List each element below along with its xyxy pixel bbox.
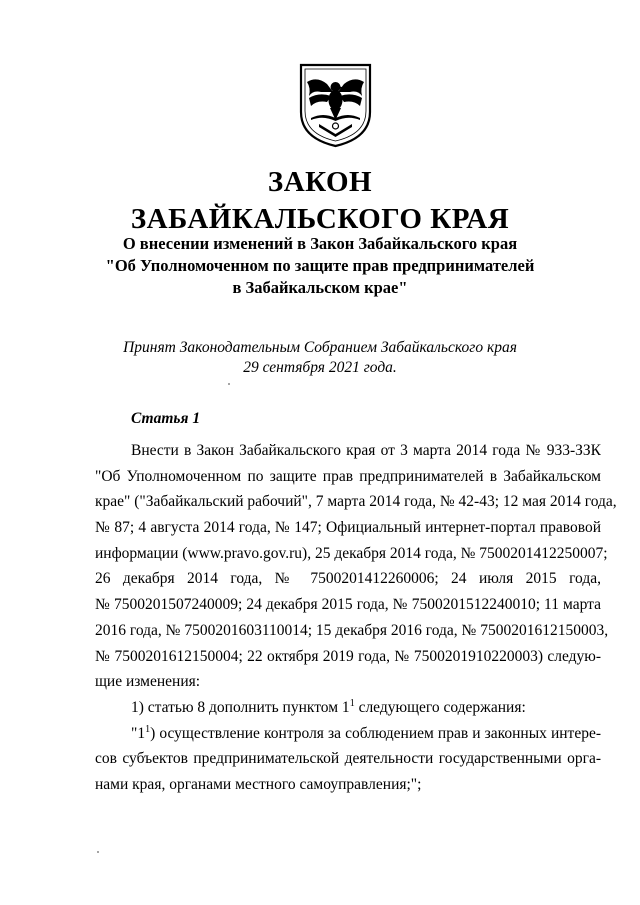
body-line: крае" ("Забайкальский рабочий", 7 марта 2014 года, № 42-43; 12 мая 2014 года, <box>95 493 617 511</box>
article-body <box>95 438 617 798</box>
amendment-item-1 <box>95 695 601 721</box>
body-line: Внести в Закон Забайкальского края от 3 марта 2014 года № 933-ЗЗК <box>131 442 601 459</box>
subtitle-line: в Забайкальском крае" <box>232 278 408 297</box>
item1-text: 1) статью 8 дополнить пунктом 1 <box>131 698 350 716</box>
coat-of-arms-icon <box>297 62 374 148</box>
quote-text: ) осуществление контроля за соблюдением прав и законных интере- <box>150 724 601 742</box>
body-line: "Об Уполномоченном по защите прав предпринимателей в Забайкальском <box>95 467 601 485</box>
scan-speck <box>228 383 230 385</box>
quoted-clause-line: сов субъектов предпринимательской деятельности государственными орга- <box>95 750 601 768</box>
body-line: № 7500201507240009; 24 декабря 2015 года, № 7500201512240010; 11 марта <box>95 596 601 614</box>
document-title-line-2: ЗАБАЙКАЛЬСКОГО КРАЯ <box>130 203 510 235</box>
item1-superscript: 1 <box>349 697 355 709</box>
adoption-line: Принят Законодательным Собранием Забайкальского края <box>123 339 517 356</box>
body-line: № 7500201612150004; 22 октября 2019 года, № 7500201910220003) следую- <box>95 647 601 665</box>
body-line: информации (www.pravo.gov.ru), 25 декабря 2014 года, № 7500201412250007; <box>95 544 608 562</box>
body-line: 26 декабря 2014 года, № 7500201412260006; 24 июля 2015 года, <box>95 570 601 588</box>
adoption-date: 29 сентября 2021 года. <box>243 359 397 376</box>
quote-open: "1 <box>131 724 146 742</box>
scan-speck <box>97 851 99 853</box>
quoted-clause-line <box>95 721 601 747</box>
article-heading: Статья 1 <box>131 410 201 427</box>
document-title-line-1: ЗАКОН <box>267 166 373 198</box>
subtitle-line: О внесении изменений в Закон Забайкальского края <box>122 234 518 253</box>
document-subtitle <box>60 233 580 299</box>
item1-text-end: следующего содержания: <box>354 698 526 716</box>
adoption-note <box>60 338 580 378</box>
body-line: № 87; 4 августа 2014 года, № 147; Официальный интернет-портал правовой <box>95 519 601 537</box>
quoted-clause-line: нами края, органами местного самоуправления;"; <box>95 775 422 793</box>
subtitle-line: "Об Уполномоченном по защите прав предпринимателей <box>105 256 535 275</box>
quote-superscript: 1 <box>145 723 151 735</box>
body-line: 2016 года, № 7500201603110014; 15 декабря 2016 года, № 7500201612150003, <box>95 621 609 639</box>
body-line: щие изменения: <box>95 673 201 691</box>
